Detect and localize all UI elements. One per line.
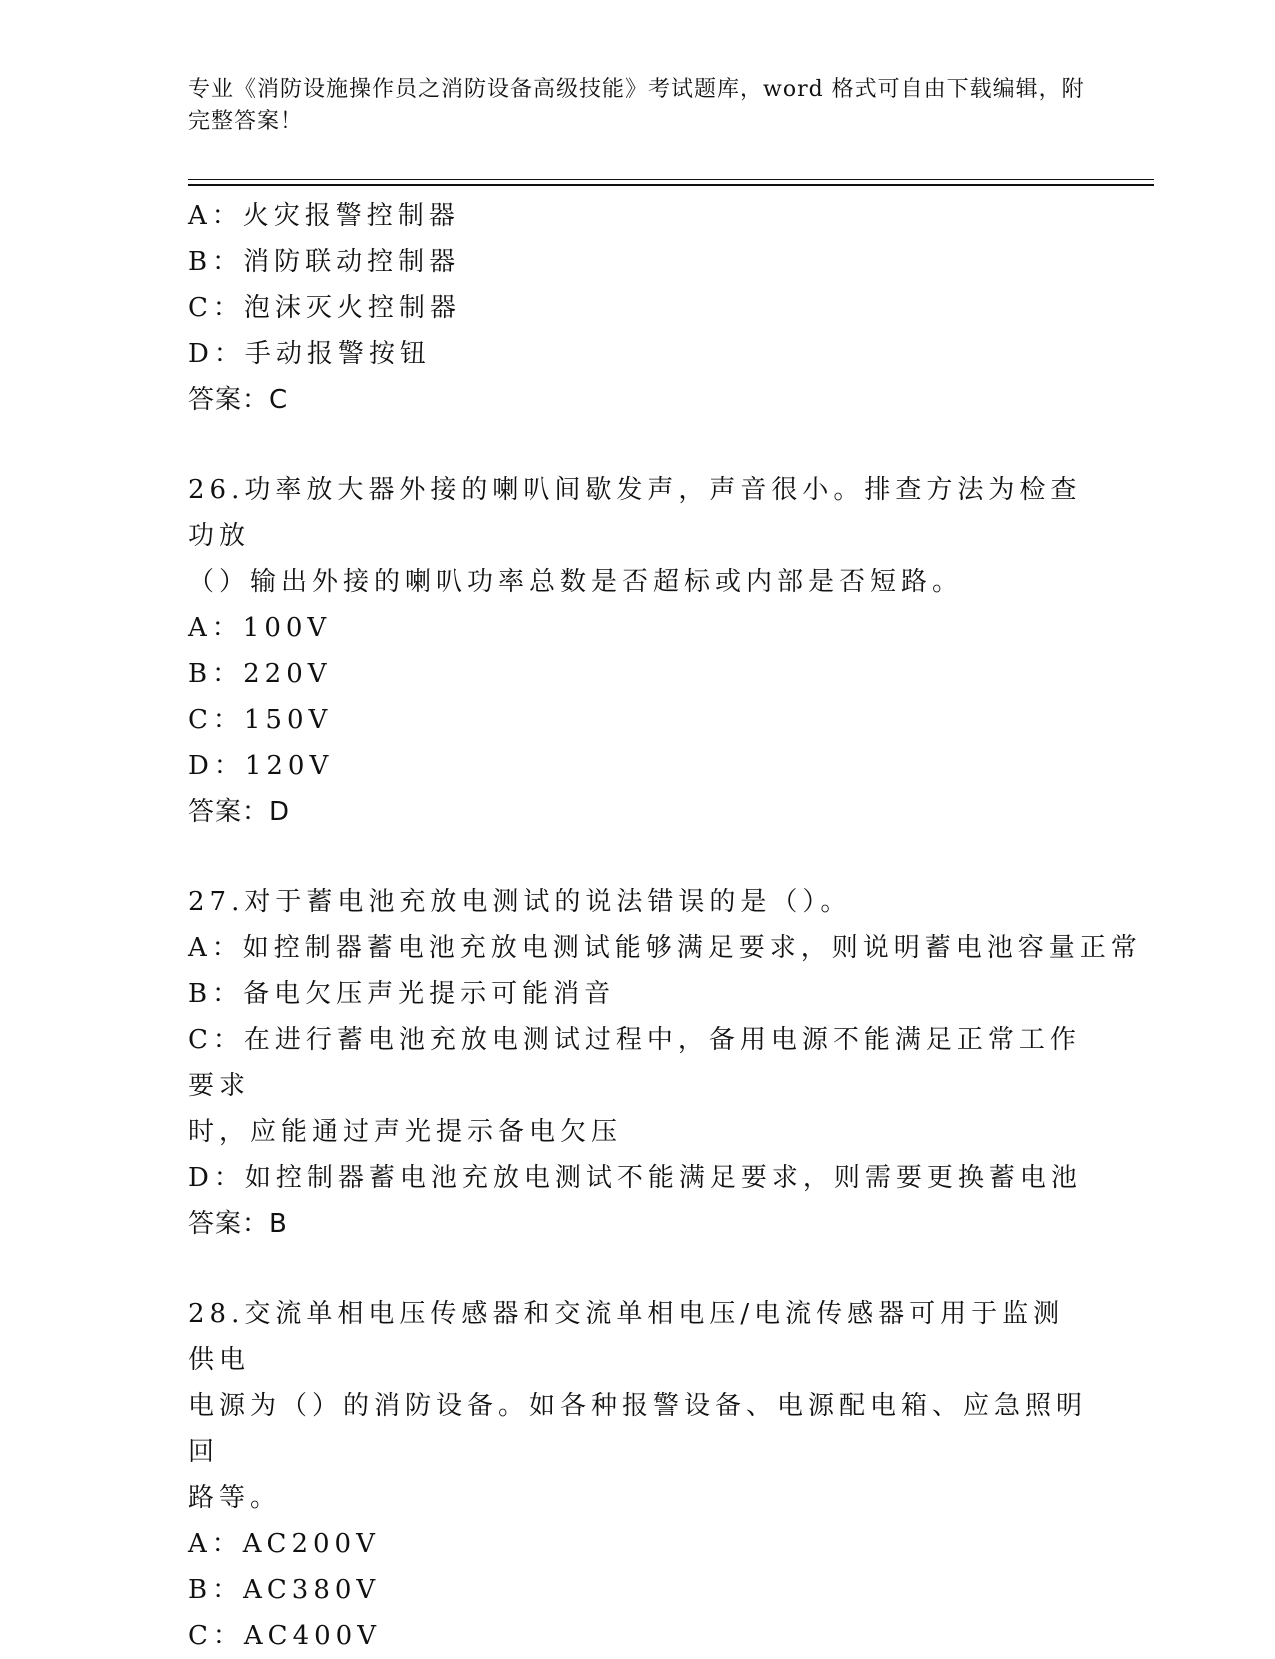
option-c: C：泡沫灭火控制器 [188, 293, 461, 323]
option-c: C：在进行蓄电池充放电测试过程中，备用电源不能满足正常工作要求 时，应能通过声光提示备电欠压 [188, 1025, 1081, 1147]
document-header: 专业《消防设施操作员之消防设备高级技能》考试题库，word 格式可自由下载编辑，附完整答案！ [188, 77, 1085, 134]
answer-line: 答案：D [188, 797, 291, 827]
option-c: C：150V [188, 705, 333, 735]
option-b: B：AC380V [188, 1575, 381, 1605]
question-27 [188, 879, 1142, 1247]
question-26 [188, 467, 1088, 835]
question-stem: 28.交流单相电压传感器和交流单相电压/电流传感器可用于监测供电 电源为（）的消防设备。如各种报警设备、电源配电箱、应急照明回 路等。 [188, 1299, 1088, 1513]
question-25-continuation [188, 193, 1088, 423]
option-d: D：120V [188, 751, 334, 781]
option-a: A：如控制器蓄电池充放电测试能够满足要求，则说明蓄电池容量正常 [188, 933, 1142, 963]
option-b: B：消防联动控制器 [188, 247, 461, 277]
question-stem: 27.对于蓄电池充放电测试的说法错误的是（）。 [188, 887, 852, 917]
option-a: A：AC200V [188, 1529, 380, 1559]
option-b: B：备电欠压声光提示可能消音 [188, 979, 616, 1009]
answer-line: 答案：C [188, 385, 289, 415]
option-a: A：火灾报警控制器 [188, 201, 460, 231]
question-stem: 26.功率放大器外接的喇叭间歇发声，声音很小。排查方法为检查功放 （）输出外接的喇叭功率总数是否超标或内部是否短路。 [188, 475, 1082, 597]
option-d: D：手动报警按钮 [188, 339, 431, 369]
answer-line: 答案：B [188, 1209, 288, 1239]
question-28 [188, 1291, 1088, 1659]
question-list [188, 193, 1142, 1659]
option-b: B：220V [188, 659, 332, 689]
option-a: A：100V [188, 613, 332, 643]
header-rule-thick [188, 184, 1154, 186]
option-d: D：如控制器蓄电池充放电测试不能满足要求，则需要更换蓄电池 [188, 1163, 1082, 1193]
header-rule-thin [188, 179, 1154, 180]
option-c: C：AC400V [188, 1621, 381, 1651]
